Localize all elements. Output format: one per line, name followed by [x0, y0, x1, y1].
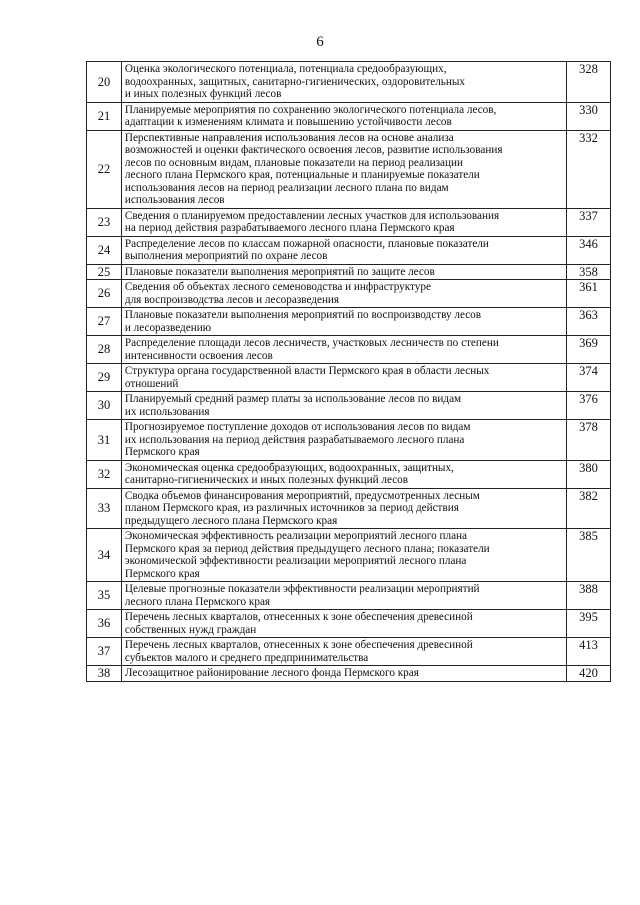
row-number: 33 — [87, 488, 122, 529]
row-page-number: 376 — [567, 392, 611, 420]
row-number: 23 — [87, 208, 122, 236]
row-number: 38 — [87, 666, 122, 682]
row-page-number: 346 — [567, 236, 611, 264]
row-page-number: 395 — [567, 610, 611, 638]
row-number: 32 — [87, 460, 122, 488]
row-page-number: 413 — [567, 638, 611, 666]
row-page-number: 378 — [567, 420, 611, 461]
row-title: Планируемые мероприятия по сохранению экологического потенциала лесов, адаптации к изменениям климата и повышению устойчивости лесов — [121, 102, 566, 130]
row-number: 30 — [87, 392, 122, 420]
row-number: 35 — [87, 582, 122, 610]
table-row — [87, 62, 611, 103]
row-page-number: 369 — [567, 336, 611, 364]
row-title: Оценка экологического потенциала, потенциала средообразующих, водоохранных, защитных, санитарно-гигиенических, оздоровительных и иных полезных функций лесов — [121, 62, 566, 103]
row-number: 28 — [87, 336, 122, 364]
row-page-number: 337 — [567, 208, 611, 236]
row-title: Экономическая оценка средообразующих, водоохранных, защитных, санитарно-гигиенических и иных полезных функций лесов — [121, 460, 566, 488]
table-row — [87, 488, 611, 529]
row-title: Планируемый средний размер платы за использование лесов по видам их использования — [121, 392, 566, 420]
table-row — [87, 130, 611, 208]
row-number: 37 — [87, 638, 122, 666]
table-row — [87, 308, 611, 336]
table-row — [87, 236, 611, 264]
table-row — [87, 420, 611, 461]
page-number: 6 — [316, 34, 324, 50]
row-page-number: 363 — [567, 308, 611, 336]
row-page-number: 420 — [567, 666, 611, 682]
row-title: Экономическая эффективность реализации мероприятий лесного плана Пермского края за период действия предыдущего лесного плана; показатели экономической эффективности реализации мероприятий лесного плана Пермского края — [121, 529, 566, 582]
row-title: Прогнозируемое поступление доходов от использования лесов по видам их использования на период действия разрабатываемого лесного плана Пермского края — [121, 420, 566, 461]
row-number: 22 — [87, 130, 122, 208]
row-page-number: 385 — [567, 529, 611, 582]
row-title: Лесозащитное районирование лесного фонда Пермского края — [121, 666, 566, 682]
row-page-number: 380 — [567, 460, 611, 488]
row-page-number: 382 — [567, 488, 611, 529]
row-title: Плановые показатели выполнения мероприятий по защите лесов — [121, 264, 566, 280]
row-page-number: 358 — [567, 264, 611, 280]
row-title: Распределение площади лесов лесничеств, участковых лесничеств по степени интенсивности освоения лесов — [121, 336, 566, 364]
row-number: 25 — [87, 264, 122, 280]
row-title: Целевые прогнозные показатели эффективности реализации мероприятий лесного плана Пермского края — [121, 582, 566, 610]
row-title: Распределение лесов по классам пожарной опасности, плановые показатели выполнения мероприятий по охране лесов — [121, 236, 566, 264]
table-row — [87, 336, 611, 364]
row-page-number: 361 — [567, 280, 611, 308]
table-row — [87, 460, 611, 488]
table-row — [87, 280, 611, 308]
row-title: Перечень лесных кварталов, отнесенных к зоне обеспечения древесиной собственных нужд граждан — [121, 610, 566, 638]
row-page-number: 374 — [567, 364, 611, 392]
row-number: 31 — [87, 420, 122, 461]
row-number: 20 — [87, 62, 122, 103]
row-number: 27 — [87, 308, 122, 336]
table-row — [87, 638, 611, 666]
row-title: Плановые показатели выполнения мероприятий по воспроизводству лесов и лесоразведению — [121, 308, 566, 336]
row-page-number: 330 — [567, 102, 611, 130]
table-row — [87, 529, 611, 582]
table-row — [87, 208, 611, 236]
row-title: Сведения о планируемом предоставлении лесных участков для использования на период действия разрабатываемого лесного плана Пермского края — [121, 208, 566, 236]
row-title: Сведения об объектах лесного семеноводства и инфраструктуре для воспроизводства лесов и лесоразведения — [121, 280, 566, 308]
table-row — [87, 102, 611, 130]
row-title: Структура органа государственной власти Пермского края в области лесных отношений — [121, 364, 566, 392]
table-row — [87, 364, 611, 392]
row-number: 24 — [87, 236, 122, 264]
row-page-number: 332 — [567, 130, 611, 208]
row-number: 29 — [87, 364, 122, 392]
table-row — [87, 392, 611, 420]
row-number: 36 — [87, 610, 122, 638]
table-row — [87, 610, 611, 638]
table-row — [87, 666, 611, 682]
row-page-number: 328 — [567, 62, 611, 103]
contents-table — [86, 61, 611, 682]
row-number: 26 — [87, 280, 122, 308]
contents-table-body — [87, 62, 611, 682]
row-title: Перспективные направления использования лесов на основе анализа возможностей и оценки фактического освоения лесов, развитие использования лесов по основным видам, плановые показатели на период реализации лесного плана Пермского края, потенциальные и планируемые показатели использования лесов на период реализации лесного плана по видам использования лесов — [121, 130, 566, 208]
table-row — [87, 264, 611, 280]
row-title: Сводка объемов финансирования мероприятий, предусмотренных лесным планом Пермского края, из различных источников за период действия предыдущего лесного плана Пермского края — [121, 488, 566, 529]
table-row — [87, 582, 611, 610]
row-number: 34 — [87, 529, 122, 582]
row-title: Перечень лесных кварталов, отнесенных к зоне обеспечения древесиной субъектов малого и среднего предпринимательства — [121, 638, 566, 666]
row-page-number: 388 — [567, 582, 611, 610]
row-number: 21 — [87, 102, 122, 130]
